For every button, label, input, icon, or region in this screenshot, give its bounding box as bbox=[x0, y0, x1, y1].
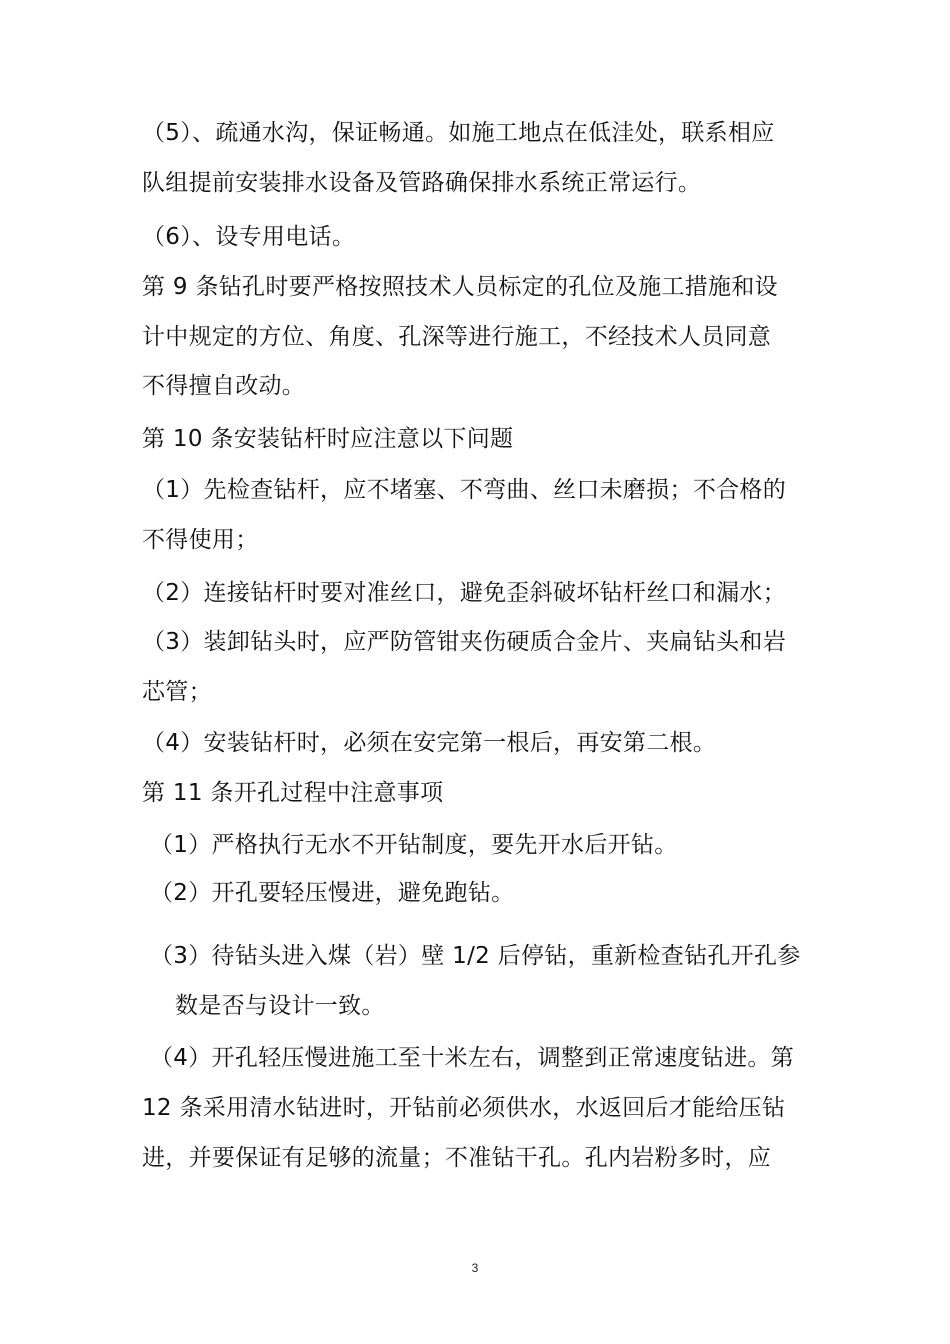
text-line: （6）、设专用电话。 bbox=[142, 224, 356, 250]
text-line: （4）开孔轻压慢进施工至十米左右，调整到正常速度钻进。第 bbox=[150, 1045, 795, 1071]
text-line: 数是否与设计一致。 bbox=[175, 993, 385, 1019]
text-line: 不得使用； bbox=[142, 527, 259, 553]
section-heading: 第 10 条安装钻杆时应注意以下问题 bbox=[142, 426, 514, 452]
text-line: 计中规定的方位、角度、孔深等进行施工，不经技术人员同意 bbox=[142, 324, 772, 350]
page-number: 3 bbox=[471, 1261, 479, 1275]
text-line: （2）开孔要轻压慢进，避免跑钻。 bbox=[150, 880, 515, 906]
text-line: （3）待钻头进入煤（岩）壁 1/2 后停钻，重新检查钻孔开孔参 bbox=[150, 943, 801, 969]
text-line: 芯管； bbox=[142, 679, 212, 705]
text-line: （1）严格执行无水不开钻制度，要先开水后开钻。 bbox=[150, 832, 678, 858]
text-line: （1）先检查钻杆，应不堵塞、不弯曲、丝口未磨损；不合格的 bbox=[142, 477, 787, 503]
text-line: 第 9 条钻孔时要严格按照技术人员标定的孔位及施工措施和设 bbox=[142, 274, 778, 300]
text-line: （4）安装钻杆时，必须在安完第一根后，再安第二根。 bbox=[142, 730, 717, 756]
text-line: （2）连接钻杆时要对准丝口，避免歪斜破坏钻杆丝口和漏水； bbox=[142, 580, 787, 606]
text-line: 进，并要保证有足够的流量；不准钻干孔。孔内岩粉多时，应 bbox=[142, 1145, 772, 1171]
text-line: （5）、疏通水沟，保证畅通。如施工地点在低洼处，联系相应 bbox=[142, 120, 775, 146]
section-heading: 第 11 条开孔过程中注意事项 bbox=[142, 780, 444, 806]
text-line: 队组提前安装排水设备及管路确保排水系统正常运行。 bbox=[142, 170, 702, 196]
text-line: （3）装卸钻头时，应严防管钳夹伤硬质合金片、夹扁钻头和岩 bbox=[142, 629, 787, 655]
text-line: 12 条采用清水钻进时，开钻前必须供水，水返回后才能给压钻 bbox=[142, 1095, 786, 1121]
text-line: 不得擅自改动。 bbox=[142, 373, 306, 399]
